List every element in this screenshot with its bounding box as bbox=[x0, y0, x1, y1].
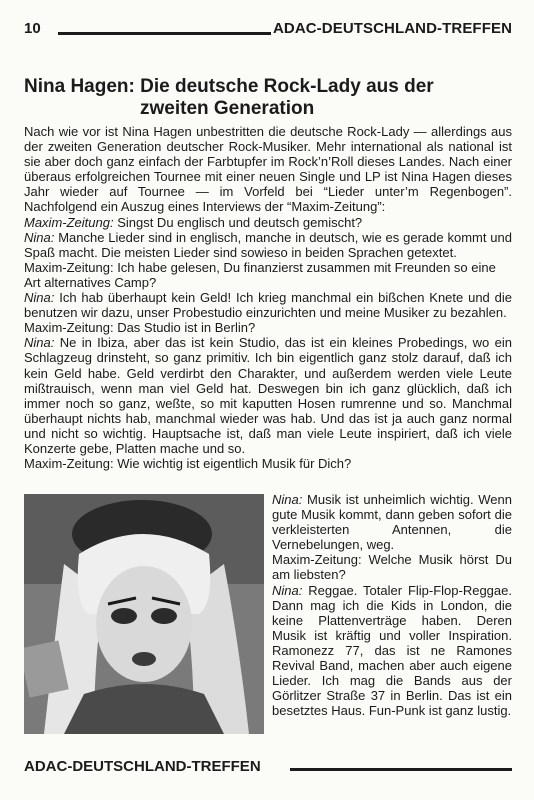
article-title-line-2: zweiten Generation bbox=[140, 98, 315, 119]
question-1 bbox=[24, 215, 512, 230]
page-number: 10 bbox=[24, 20, 41, 37]
speaker-nina: Nina: bbox=[24, 229, 55, 245]
answer-5 bbox=[272, 583, 512, 719]
page-header bbox=[24, 20, 512, 42]
answer-4-text: Musik ist unheimlich wichtig. Wenn gute Musik kommt, dann geben sofort die verkleisterten Antennen, die Vernebelungen, weg. bbox=[272, 492, 512, 553]
answer-1 bbox=[24, 230, 512, 260]
intro-paragraph: Nach wie vor ist Nina Hagen unbestritten die deutsche Rock-Lady — allerdings aus der zweiten Generation deutscher Rock-Musiker. Mehr international als national ist sie aber doch ganz einfach der Farbtupfer im Rock’n’Roll dieses Landes. Nach einer überaus erfolgreichen Tournee mit einer neuen Single und LP ist Nina Hagen dieses Jahr wieder auf Tournee — im Vorfeld bei “Lieder unter’m Regenbogen”. Nachfolgend ein Auszug eines Interviews der “Maxim-Zeitung”: bbox=[24, 124, 512, 215]
question-5: Maxim-Zeitung: Welche Musik hörst Du am liebsten? bbox=[272, 552, 512, 583]
question-4: Maxim-Zeitung: Wie wichtig ist eigentlich Musik für Dich? bbox=[24, 456, 352, 472]
footer-rule bbox=[290, 768, 512, 771]
speaker-nina: Nina: bbox=[272, 582, 303, 598]
article-body bbox=[24, 124, 512, 471]
answer-2 bbox=[24, 290, 512, 320]
question-3: Maxim-Zeitung: Das Studio ist in Berlin? bbox=[24, 320, 256, 336]
speaker-nina: Nina: bbox=[272, 492, 303, 507]
footer-running-head: ADAC-DEUTSCHLAND-TREFFEN bbox=[24, 758, 261, 775]
nina-hagen-photo bbox=[24, 494, 264, 734]
speaker-nina: Nina: bbox=[24, 290, 55, 306]
answer-5-text: Reggae. Totaler Flip-Flop-Reggae. Dann mag ich die Kids in London, die keine Plattenverträge haben. Deren Musik ist kräftig und voller Inspiration. Ramonezz 77, das ist ne Ramones Revival Band, machen aber auch eigene Lieder. Ich mag die Bands aus der Görlitzer Straße 37 in Berlin. Das ist ein besetztes Haus. Fun-Punk ist ganz lustig. bbox=[272, 582, 512, 719]
answer-3 bbox=[24, 335, 512, 456]
answer-2-text: Ich hab überhaupt kein Geld! Ich krieg manchmal ein bißchen Knete und die benutzen wir dazu, unser Probestudio einzurichten und meine Musiker zu bezahlen. bbox=[24, 290, 512, 321]
page-footer bbox=[24, 758, 512, 780]
answer-4 bbox=[272, 492, 512, 552]
question-2: Maxim-Zeitung: Ich habe gelesen, Du finanzierst zusammen mit Freunden so eine Art alternatives Camp? bbox=[24, 259, 496, 290]
running-head: ADAC-DEUTSCHLAND-TREFFEN bbox=[272, 20, 512, 37]
article-side-column bbox=[272, 492, 512, 718]
header-rule bbox=[58, 32, 271, 35]
speaker-nina: Nina: bbox=[24, 335, 55, 351]
answer-3-text: Ne in Ibiza, aber das ist kein Studio, das ist ein kleines Probedings, wo ein Schlagzeug drinsteht, so ganz primitiv. Ich bin eigentlich ganz stolz darauf, daß ich kein Geld habe. Geld verdirbt den Charakter, und außerdem werden viele Leute mißtrauisch, wenn man viel Geld hat. Deswegen bin ich ganz glücklich, daß ich immer noch so ganz, weßte, so mit kaputten Hosen rumrenne und so. Manchmal überhaupt nichts hab, manchmal wieder was hab. Und das ist ja auch ganz normal und nicht so wichtig. Hauptsache ist, daß man viele Leute inspiriert, daß ich viele Konzerte gebe, Platten mache und so. bbox=[24, 335, 512, 456]
article-title-line-1: Nina Hagen: Die deutsche Rock-Lady aus der bbox=[24, 76, 434, 97]
speaker-maxim: Maxim-Zeitung: bbox=[24, 214, 114, 230]
article-title bbox=[24, 76, 512, 120]
answer-1-text: Manche Lieder sind in englisch, manche in deutsch, wie es gerade kommt und Spaß macht. Die meisten Lieder sind sowieso in beiden Sprachen getextet. bbox=[24, 229, 512, 260]
portrait-illustration bbox=[24, 494, 264, 734]
question-1-text: Singst Du englisch und deutsch gemischt? bbox=[113, 214, 363, 230]
